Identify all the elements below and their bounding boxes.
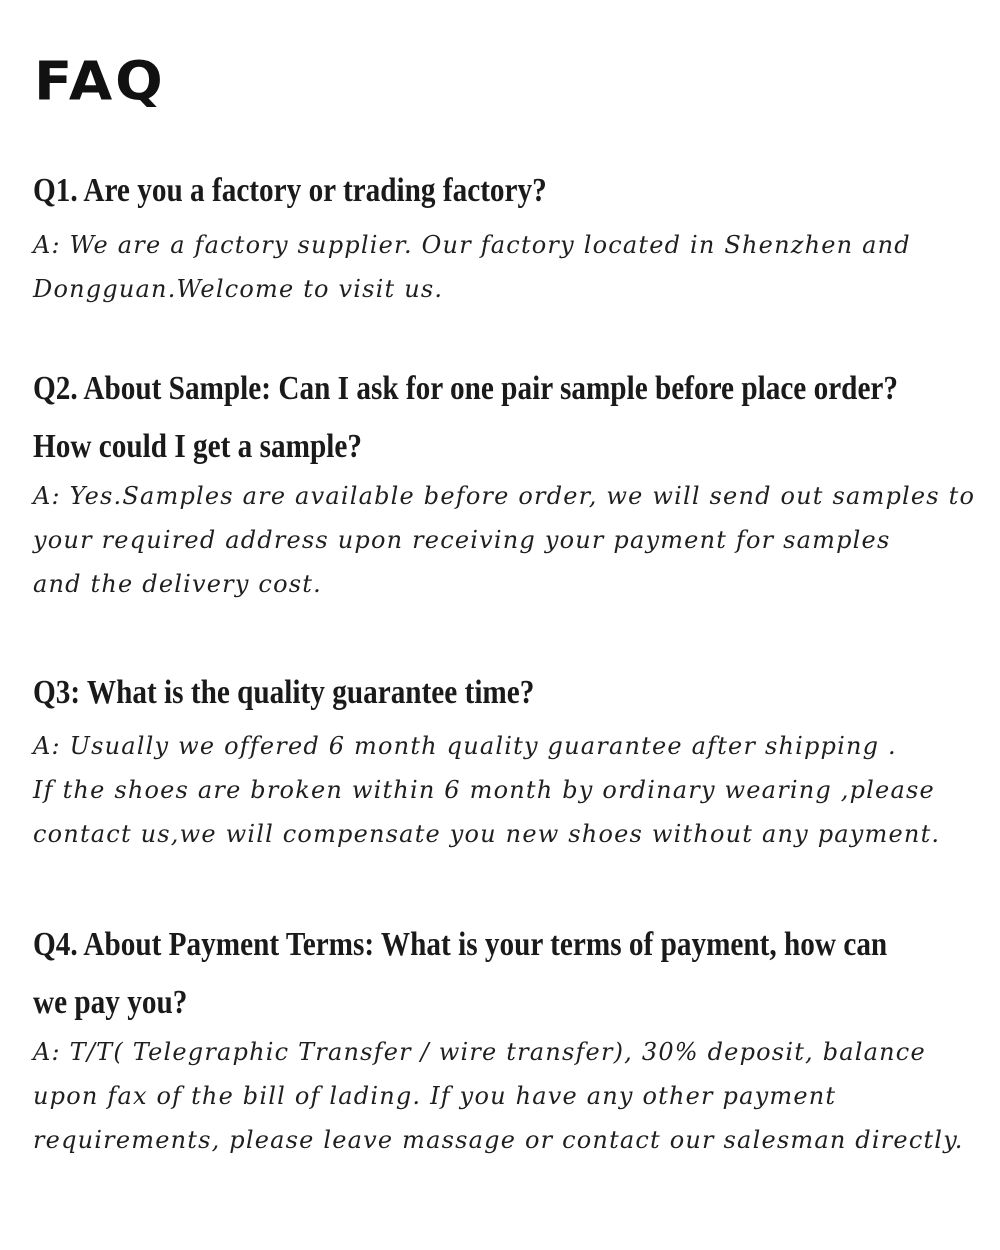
question-line: Q3: What is the quality guarantee time? [33, 674, 535, 711]
faq-item-q3 [33, 668, 973, 856]
answer-line: upon fax of the bill of lading. If you have any other payment [33, 1082, 837, 1110]
faq-item-q4 [33, 916, 973, 1162]
answer-q3 [33, 724, 973, 856]
answer-line: Dongguan.Welcome to visit us. [33, 275, 444, 303]
answer-line: contact us,we will compensate you new shoes without any payment. [33, 820, 941, 848]
question-q4 [33, 916, 970, 1032]
answer-line: A: Yes.Samples are available before order, we will send out samples to [33, 482, 976, 510]
answer-line: If the shoes are broken within 6 month by ordinary wearing ,please [33, 776, 935, 804]
question-q2 [33, 360, 970, 476]
answer-line: A: Usually we offered 6 month quality guarantee after shipping . [33, 732, 897, 760]
answer-line: your required address upon receiving your payment for samples [33, 526, 891, 554]
answer-q4 [33, 1030, 973, 1162]
answer-q1 [33, 223, 973, 311]
question-line: Q1. Are you a factory or trading factory? [33, 172, 547, 209]
answer-line: requirements, please leave massage or contact our salesman directly. [33, 1126, 964, 1154]
question-line: we pay you? [33, 984, 188, 1021]
page-title: FAQ [34, 51, 166, 113]
answer-line: A: T/T( Telegraphic Transfer / wire transfer), 30% deposit, balance [33, 1038, 926, 1066]
question-line: Q4. About Payment Terms: What is your terms of payment, how can [33, 926, 888, 963]
question-q1 [33, 166, 970, 216]
faq-item-q2 [33, 360, 976, 606]
answer-line: and the delivery cost. [33, 570, 322, 598]
answer-line: A: We are a factory supplier. Our factory located in Shenzhen and [33, 231, 911, 259]
question-q3 [33, 668, 970, 718]
answer-q2 [33, 474, 976, 606]
faq-item-q1 [33, 166, 973, 311]
question-line: How could I get a sample? [33, 428, 362, 465]
question-line: Q2. About Sample: Can I ask for one pair sample before place order? [33, 370, 899, 407]
